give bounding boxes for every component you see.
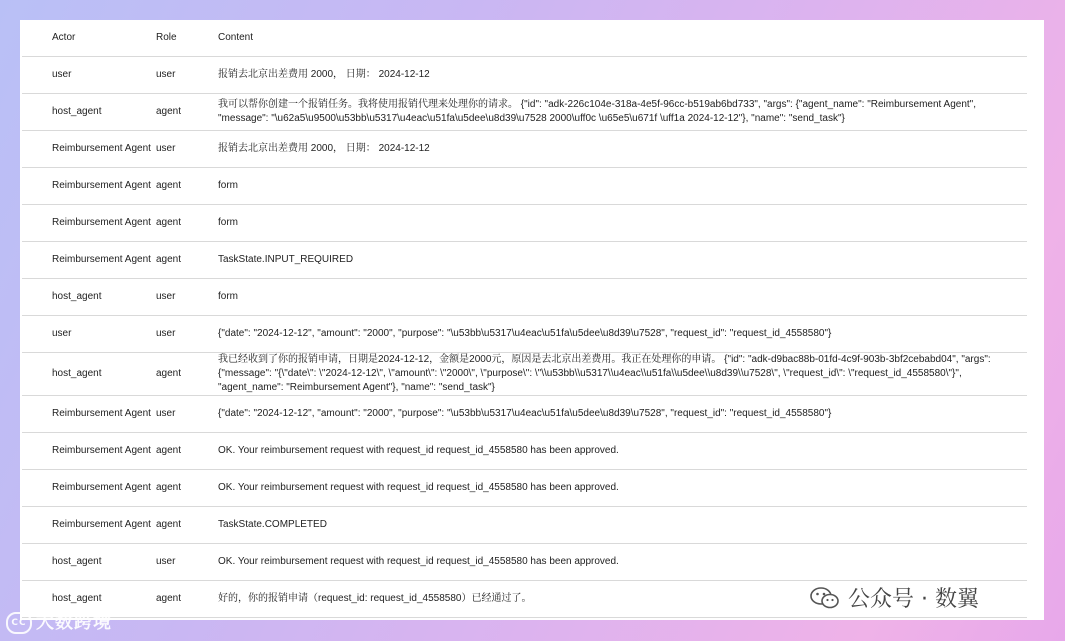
role-cell: user — [156, 57, 218, 94]
role-cell: agent — [156, 205, 218, 242]
table-row — [22, 205, 1027, 242]
content-cell: 我已经收到了你的报销申请，日期是2024-12-12，金额是2000元，原因是去北京出差费用。我正在处理你的申请。 {"id": "adk-d9bac88b-01fd-4c9f-903b-3bf2cebabd04", "args": {"message": "{\"date\": \"2024-12-12\", \"amount\": \"2000\", \"purpose\": \"\\u53bb\\u5317\\u4eac\\u51fa\\u5dee\\u8d39\\u7528\", \"request_id\": \"request_id_4558580\"}", "agent_name": "Reimbursement Agent"}, "name": "send_task"} — [218, 353, 1027, 396]
content-cell: 报销去北京出差费用 2000， 日期： 2024-12-12 — [218, 57, 1027, 94]
content-cell: form — [218, 205, 1027, 242]
table-row — [22, 544, 1027, 581]
table-row — [22, 94, 1027, 131]
header-role: Role — [156, 20, 218, 57]
content-cell: TaskState.INPUT_REQUIRED — [218, 242, 1027, 279]
table-row — [22, 396, 1027, 433]
role-cell: user — [156, 396, 218, 433]
content-cell: OK. Your reimbursement request with request_id request_id_4558580 has been approved. — [218, 433, 1027, 470]
table-row — [22, 353, 1027, 396]
actor-cell: Reimbursement Agent — [22, 433, 156, 470]
actor-cell: host_agent — [22, 279, 156, 316]
watermark-left — [6, 608, 112, 634]
content-cell: 报销去北京出差费用 2000， 日期： 2024-12-12 — [218, 131, 1027, 168]
actor-cell: host_agent — [22, 581, 156, 618]
role-cell: agent — [156, 433, 218, 470]
content-cell: {"date": "2024-12-12", "amount": "2000", "purpose": "\u53bb\u5317\u4eac\u51fa\u5dee\u8d39\u7528", "request_id": "request_id_4558580"} — [218, 396, 1027, 433]
header-content: Content — [218, 20, 1027, 57]
conversation-panel — [20, 20, 1044, 620]
actor-cell: user — [22, 57, 156, 94]
content-cell: 好的，你的报销申请（request_id: request_id_4558580）已经通过了。 — [218, 581, 1027, 618]
actor-cell: Reimbursement Agent — [22, 131, 156, 168]
actor-cell: Reimbursement Agent — [22, 168, 156, 205]
actor-cell: Reimbursement Agent — [22, 242, 156, 279]
content-cell: form — [218, 279, 1027, 316]
content-cell: OK. Your reimbursement request with request_id request_id_4558580 has been approved. — [218, 544, 1027, 581]
watermark-right-text: 公众号 · 数翼 — [848, 587, 979, 612]
table-row — [22, 131, 1027, 168]
role-cell: user — [156, 279, 218, 316]
actor-cell: user — [22, 316, 156, 353]
actor-cell: Reimbursement Agent — [22, 396, 156, 433]
table-header-row — [22, 20, 1027, 57]
table-row — [22, 279, 1027, 316]
actor-cell: Reimbursement Agent — [22, 507, 156, 544]
table-row — [22, 470, 1027, 507]
watermark-right — [810, 582, 979, 613]
table-row — [22, 316, 1027, 353]
content-cell: OK. Your reimbursement request with request_id request_id_4558580 has been approved. — [218, 470, 1027, 507]
actor-cell: host_agent — [22, 544, 156, 581]
content-cell: {"date": "2024-12-12", "amount": "2000", "purpose": "\u53bb\u5317\u4eac\u51fa\u5dee\u8d39\u7528", "request_id": "request_id_4558580"} — [218, 316, 1027, 353]
table-row — [22, 168, 1027, 205]
role-cell: agent — [156, 242, 218, 279]
content-cell: TaskState.COMPLETED — [218, 507, 1027, 544]
header-actor: Actor — [22, 20, 156, 57]
content-cell: 我可以帮你创建一个报销任务。我将使用报销代理来处理你的请求。 {"id": "adk-226c104e-318a-4e5f-96cc-b519ab6bd733", "args": {"agent_name": "Reimbursement Agent", "message": "\u62a5\u9500\u53bb\u5317\u4eac\u51fa\u5dee\u8d39\u7528 2000\uff0c \u65e5\u671f \uff1a 2024-12-12"}, "name": "send_task"} — [218, 94, 1027, 131]
actor-cell: host_agent — [22, 353, 156, 396]
role-cell: user — [156, 131, 218, 168]
role-cell: agent — [156, 168, 218, 205]
role-cell: agent — [156, 581, 218, 618]
role-cell: agent — [156, 353, 218, 396]
role-cell: agent — [156, 507, 218, 544]
content-cell: form — [218, 168, 1027, 205]
role-cell: user — [156, 544, 218, 581]
table-row — [22, 242, 1027, 279]
wechat-icon — [810, 586, 840, 610]
table-row — [22, 507, 1027, 544]
watermark-left-text: 大数跨境 — [36, 612, 112, 633]
role-cell: agent — [156, 94, 218, 131]
conversation-table — [22, 20, 1027, 618]
table-row — [22, 433, 1027, 470]
actor-cell: host_agent — [22, 94, 156, 131]
brand-logo-icon: CC — [6, 612, 32, 634]
table-row — [22, 57, 1027, 94]
actor-cell: Reimbursement Agent — [22, 470, 156, 507]
role-cell: agent — [156, 470, 218, 507]
actor-cell: Reimbursement Agent — [22, 205, 156, 242]
role-cell: user — [156, 316, 218, 353]
